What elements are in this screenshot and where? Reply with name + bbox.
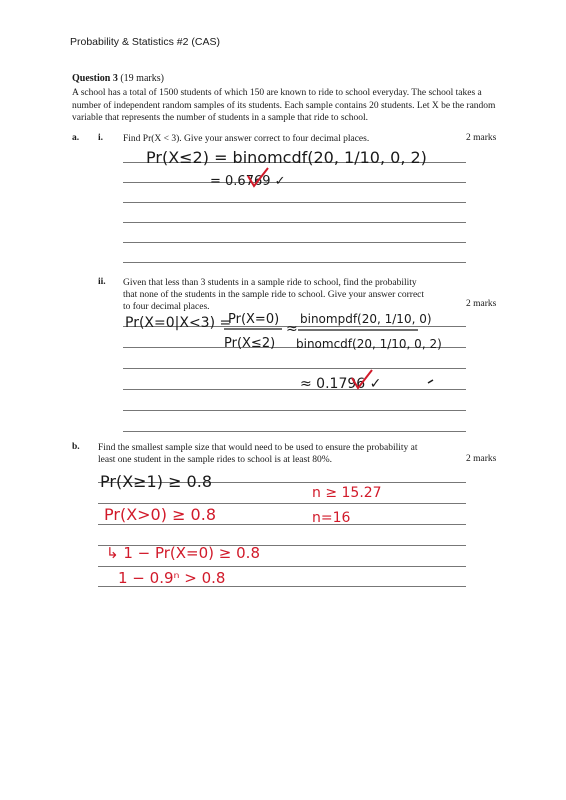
answer-line [98,586,466,587]
part-a-i-label: i. [98,133,104,143]
check-mark-icon [248,168,268,186]
answer-line [98,545,466,546]
handwriting-a-ii-num1: Pr(X=0) [228,312,280,327]
part-a-ii-text-line1: Given that less than 3 students in a sample ride to school, find the probability [123,278,417,288]
part-a-ii-label: ii. [98,277,106,287]
answer-line [98,524,466,525]
handwriting-b-line4: 1 − 0.9ⁿ > 0.8 [118,569,226,587]
answer-line [123,162,466,163]
question-number: Question 3 [72,73,118,84]
handwriting-b-side2: n=16 [312,510,351,526]
answer-line [123,242,466,243]
handwriting-a-i-line2: = 0.6769 ✓ [210,174,286,189]
handwriting-b-line2: Pr(X>0) ≥ 0.8 [104,505,216,524]
part-b-label: b. [72,442,80,452]
answer-line [98,503,466,504]
answer-line [123,347,466,348]
handwriting-a-ii-den2: binomcdf(20, 1/10, 0, 2) [296,337,442,351]
handwriting-a-ii-lhs: Pr(X=0|X<3) = [125,315,232,331]
answer-line [98,566,466,567]
answer-line [123,222,466,223]
answer-line [123,182,466,183]
handwriting-a-ii-num2: binompdf(20, 1/10, 0) [300,312,432,326]
part-a-i-marks: 2 marks [466,133,497,143]
handwriting-a-ii-den1: Pr(X≤2) [224,336,276,351]
handwriting-b-line3: ↳ 1 − Pr(X=0) ≥ 0.8 [106,544,260,562]
answer-line [123,368,466,369]
handwriting-b-side1: n ≥ 15.27 [312,485,382,501]
page-header: Probability & Statistics #2 (CAS) [70,36,220,48]
answer-line [123,326,466,327]
answer-line [123,431,466,432]
part-a-ii-marks: 2 marks [466,299,497,309]
answer-line [98,482,466,483]
answer-line [123,202,466,203]
handwriting-a-ii-result: ≈ 0.1796 ✓ [300,376,382,392]
handwriting-b-line1: Pr(X≥1) ≥ 0.8 [100,472,212,491]
answer-line [123,389,466,390]
part-a-ii-text-line3: to four decimal places. [123,302,210,312]
handwriting-equals: ≈ [286,321,298,337]
check-mark-icon [352,370,372,388]
question-title [72,73,164,84]
pen-stroke [428,380,433,383]
handwriting-a-i-line1: Pr(X≤2) = binomcdf(20, 1/10, 0, 2) [146,148,427,167]
question-intro: A school has a total of 1500 students of which 150 are known to ride to school everyday. The school takes a number of independent random samples of its students. Each sample contains 20 students. Let X be the random variable that represents the number of students in a sample that ride to school. [72,88,496,123]
answer-line [123,410,466,411]
question-marks: (19 marks) [120,73,164,84]
answer-line [123,262,466,263]
part-b-text-line1: Find the smallest sample size that would need to be used to ensure the probability at [98,443,418,453]
part-a-ii-text-line2: that none of the students in the sample ride to school. Give your answer correct [123,290,425,300]
part-a-i-text: Find Pr(X < 3). Give your answer correct to four decimal places. [123,134,370,144]
part-b-text-line2: least one student in the sample rides to school is at least 80%. [98,455,333,465]
part-a-label: a. [72,133,80,143]
part-b-marks: 2 marks [466,454,497,464]
